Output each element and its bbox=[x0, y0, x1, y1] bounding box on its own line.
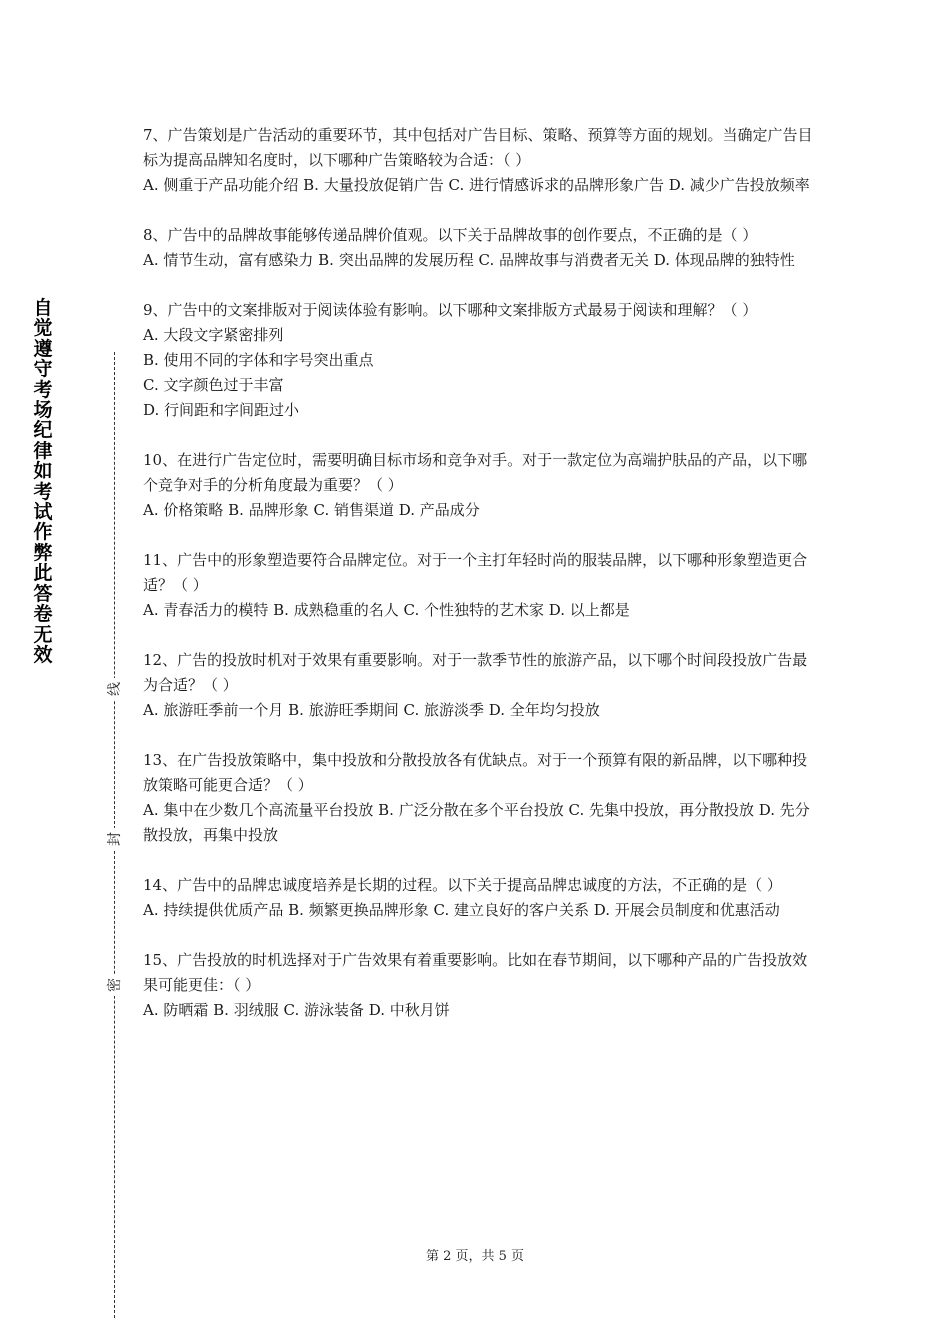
question-options bbox=[143, 598, 813, 623]
option-c: C. 旅游淡季 bbox=[403, 701, 484, 719]
question-8 bbox=[143, 223, 813, 273]
binding-mark-line: 线 bbox=[104, 678, 126, 700]
option-c: C. 销售渠道 bbox=[313, 501, 394, 519]
option-c: C. 建立良好的客户关系 bbox=[433, 901, 589, 919]
question-options bbox=[143, 698, 813, 723]
option-a: A. 防晒霜 bbox=[143, 1001, 209, 1019]
option-d: D. 体现品牌的独特性 bbox=[653, 251, 795, 269]
option-b: B. 旅游旺季期间 bbox=[288, 701, 399, 719]
option-b: B. 品牌形象 bbox=[228, 501, 309, 519]
option-d: D. 先分散投放，再集中投放 bbox=[143, 801, 810, 844]
question-11 bbox=[143, 548, 813, 623]
question-stem: 7、广告策划是广告活动的重要环节，其中包括对广告目标、策略、预算等方面的规划。当确定广告目标为提高品牌知名度时，以下哪种广告策略较为合适：（ ） bbox=[143, 126, 813, 169]
option-d: D. 中秋月饼 bbox=[368, 1001, 450, 1019]
option-b: B. 羽绒服 bbox=[213, 1001, 279, 1019]
question-stem: 12、广告的投放时机对于效果有重要影响。对于一款季节性的旅游产品，以下哪个时间段投放广告最为合适？（ ） bbox=[143, 651, 808, 694]
option-b: B. 大量投放促销广告 bbox=[303, 176, 444, 194]
option-c: C. 进行情感诉求的品牌形象广告 bbox=[448, 176, 664, 194]
question-13 bbox=[143, 748, 813, 848]
question-9 bbox=[143, 298, 813, 423]
question-15 bbox=[143, 948, 813, 1023]
question-stem: 13、在广告投放策略中，集中投放和分散投放各有优缺点。对于一个预算有限的新品牌，以下哪种投放策略可能更合适？（ ） bbox=[143, 751, 808, 794]
option-a: A. 青春活力的模特 bbox=[143, 601, 269, 619]
question-stem: 8、广告中的品牌故事能够传递品牌价值观。以下关于品牌故事的创作要点，不正确的是（ ） bbox=[143, 226, 758, 244]
option-b: B. 频繁更换品牌形象 bbox=[288, 901, 429, 919]
option-a: A. 情节生动，富有感染力 bbox=[143, 251, 314, 269]
option-b: B. 使用不同的字体和字号突出重点 bbox=[143, 351, 374, 369]
option-a: A. 集中在少数几个高流量平台投放 bbox=[143, 801, 374, 819]
option-c: C. 文字颜色过于丰富 bbox=[143, 376, 284, 394]
option-b: B. 广泛分散在多个平台投放 bbox=[378, 801, 564, 819]
question-14 bbox=[143, 873, 813, 923]
question-stem: 9、广告中的文案排版对于阅读体验有影响。以下哪种文案排版方式最易于阅读和理解？（ ） bbox=[143, 301, 758, 319]
question-stem: 15、广告投放的时机选择对于广告效果有着重要影响。比如在春节期间，以下哪种产品的广告投放效果可能更佳：（ ） bbox=[143, 951, 808, 994]
binding-mark-secret: 密 bbox=[104, 974, 126, 996]
exam-discipline-notice: 自觉遵守考场纪律如考试作弊此答卷无效 bbox=[33, 297, 53, 666]
option-c: C. 品牌故事与消费者无关 bbox=[478, 251, 649, 269]
question-options bbox=[143, 998, 813, 1023]
option-a: A. 价格策略 bbox=[143, 501, 224, 519]
question-options bbox=[143, 323, 813, 423]
option-b: B. 突出品牌的发展历程 bbox=[318, 251, 474, 269]
question-10 bbox=[143, 448, 813, 523]
question-options bbox=[143, 798, 813, 848]
option-b: B. 成熟稳重的名人 bbox=[273, 601, 399, 619]
option-d: D. 开展会员制度和优惠活动 bbox=[593, 901, 780, 919]
question-options bbox=[143, 173, 813, 198]
option-d: D. 全年均匀投放 bbox=[488, 701, 600, 719]
option-d: D. 产品成分 bbox=[398, 501, 480, 519]
binding-mark-seal: 封 bbox=[104, 828, 126, 850]
option-d: D. 行间距和字间距过小 bbox=[143, 401, 300, 419]
option-d: D. 减少广告投放频率 bbox=[668, 176, 810, 194]
page-number-footer: 第 2 页，共 5 页 bbox=[425, 1249, 525, 1264]
question-options bbox=[143, 248, 813, 273]
option-a: A. 持续提供优质产品 bbox=[143, 901, 284, 919]
option-c: C. 游泳装备 bbox=[283, 1001, 364, 1019]
option-a: A. 大段文字紧密排列 bbox=[143, 326, 284, 344]
option-d: D. 以上都是 bbox=[548, 601, 630, 619]
question-options bbox=[143, 898, 813, 923]
question-12 bbox=[143, 648, 813, 723]
question-stem: 14、广告中的品牌忠诚度培养是长期的过程。以下关于提高品牌忠诚度的方法，不正确的是（ ） bbox=[143, 876, 782, 894]
question-options bbox=[143, 498, 813, 523]
option-c: C. 个性独特的艺术家 bbox=[403, 601, 544, 619]
question-list bbox=[143, 123, 813, 1048]
option-a: A. 旅游旺季前一个月 bbox=[143, 701, 284, 719]
question-7 bbox=[143, 123, 813, 198]
option-c: C. 先集中投放，再分散投放 bbox=[568, 801, 754, 819]
option-a: A. 侧重于产品功能介绍 bbox=[143, 176, 299, 194]
question-stem: 10、在进行广告定位时，需要明确目标市场和竞争对手。对于一款定位为高端护肤品的产品，以下哪个竞争对手的分析角度最为重要？（ ） bbox=[143, 451, 808, 494]
question-stem: 11、广告中的形象塑造要符合品牌定位。对于一个主打年轻时尚的服装品牌，以下哪种形象塑造更合适？（ ） bbox=[143, 551, 808, 594]
